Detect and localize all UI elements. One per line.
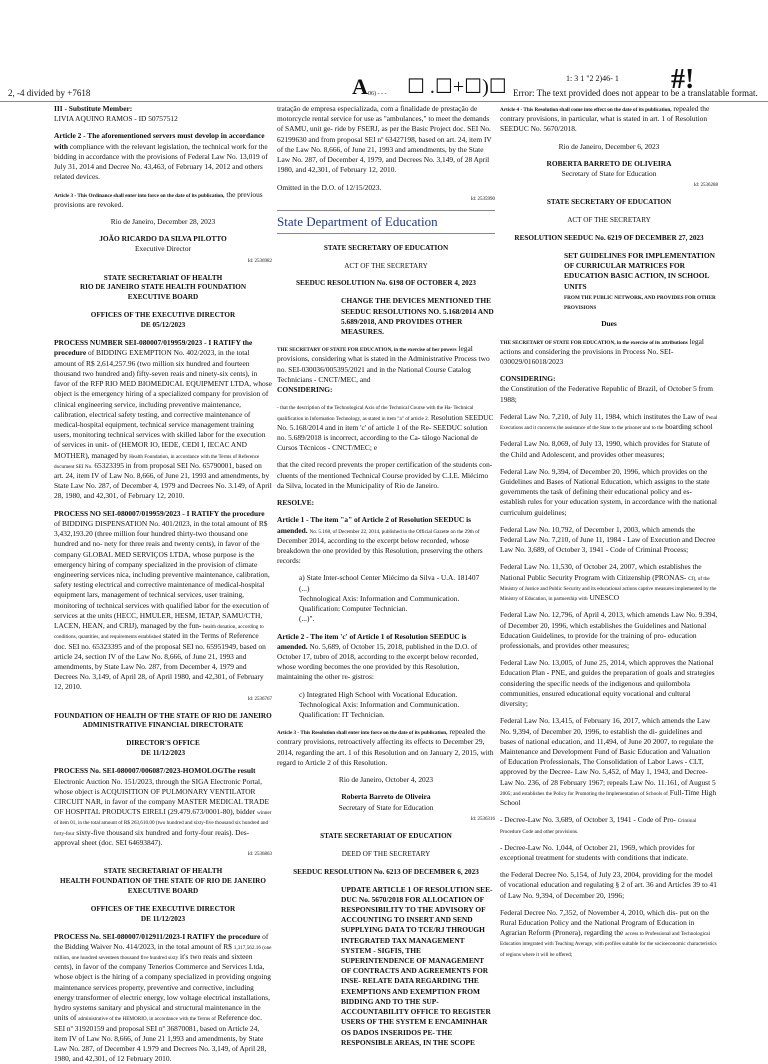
legal-intro: THE SECRETARY OF STATE FOR EDUCATION, in the exercise of its attributions [500, 339, 688, 346]
record-id: Id: 2536767 [247, 696, 272, 702]
org-heading: STATE SECRETARIAT OF HEALTH [103, 273, 223, 282]
paragraph: Federal Law No. 12,796, of April 4, 2013, which amends Law No. 9.394, of December 20, 1996, which establishes the Guidelines and National Education Guidelines, to provide for the training of pro- education professionals, and provides other measures; [500, 610, 718, 651]
paragraph: boarding school [665, 422, 713, 432]
article-body: repealed the contrary provisions, retroactively affecting its effects to December 29, 2014, regarding the art. 1 of this Resolution and on January 2, 2015, with regard to Article 2 of this Resolution. [277, 727, 494, 767]
fine-print: access to Professional and Technological Education integrated with Teaching Average, with profiles suitable for the socioeconomic characteristics of regions where it will be offered; [500, 931, 717, 958]
quote-line: (...) [299, 583, 310, 593]
quote-line: a) State Inter-school Center Miécimo da Silva - U.A. 181407 [299, 573, 480, 583]
process-body: 65323395 in from proposal SEI No. 65790001, based on art. 24, item IV of Law No. 8,666, of June 21, 1993 and amendments, by State Law No. 287, of December 4, 1979 and Decrees No. 3.149, of April 28, 1980, and 42,301, of February 12, 2010. [54, 460, 272, 501]
quote-line: c) Integrated High School with Vocational Education. [299, 689, 458, 699]
office-date: DE 11/12/2023 [140, 914, 186, 923]
record-id: Id: 2536982 [247, 258, 272, 264]
paragraph: that the cited record prevents the proper certification of the students con- cluents of the mentioned Technical Course provided by C.I.E. Miécimo da Silva, located in the Municipality of Rio de Janeiro. [277, 460, 493, 490]
process-body: of the Bidding Waiver No. 414/2023, in the total amount of R$ [54, 931, 269, 951]
article-title: Article 2 - The item 'c' of Article 1 of Resolution SEEDUC is amended. [277, 631, 467, 651]
signer-name: Roberta Barreto de Oliveira [341, 792, 431, 802]
office-date: DE 11/12/2023 [140, 749, 186, 758]
process-body: of BIDDING EXEMPTION No. 402/2023, in the total amount of R$ 2,614,257.96 (two million six hundred and fourteen thousand two hundred and) fifty-seven reais and ninety-six cents), in favor of the RFP RIO MED BIOMEDICAL EQUIPMENT LTDA, whose object is the emergency hiring of a specialized company for provision of clinical engineering service, including preventive maintenance, calibration, electrical safety testing, and corrective maintenance of medical-hospital equipment, technical service management training users, monitoring technical services with skilled labor for the execution of services in unit- of (HEMOR IO, IEDE, CEDI I, IECAC AND MOTHER), managed by [54, 348, 272, 460]
column-3 [500, 104, 718, 1022]
process-body: stated in the Terms of Reference doc. SEI no. 65323395 and of the proposal SEI no. 65951949, based on article 24, section IV of the Law No. 8,666, of June 21, 1993 and amendments, by State Law No. 287, from December 4, 1979 and Decrees No. 3,149, of April 28, of April 1980, and 42,301, of February 12, 2010. [54, 631, 266, 692]
org-heading: STATE SECRETARY OF EDUCATION [546, 198, 672, 207]
paragraph: UNESCO [589, 593, 620, 603]
article-title: Article 3 - This Resolution shall enter into force on the date of its publication, [277, 730, 448, 737]
header-right-top: 1: 3 1 "2 2)46- 1 [566, 74, 619, 83]
article-title: Article 1 - The item "a" of Article 2 of Resolution SEEDUC is amended. [277, 515, 472, 535]
paragraph: legal actions and considering the provisions in Process No. SEI- 030029/016018/2023 [500, 336, 704, 366]
header-center-small: -06) - - - [366, 91, 387, 97]
resolution-summary: CHANGE THE DEVICES MENTIONED THE SEEDUC RESOLUTIONS NO. 5.168/2014 AND 5.689/2018, AND PROVIDES OTHER MEASURES. [341, 296, 494, 337]
paragraph: Federal Law No. 7,210, of July 11, 1984, which institutes the Law of [500, 411, 704, 421]
process-title: PROCESS NO SEI-080007/019959/2023 - I RATIFY the procedure [54, 508, 265, 518]
process-title: PROCESS No. SEI-080007/006087/2023-HOMOLOGThe result [54, 766, 256, 776]
article-body: repealed the contrary provisions, in particular, what is stated in art. 1 of Resolution SEEDUC No. 5670/2018. [500, 104, 710, 134]
process-fine-print: winner of item 01, in the total amount of R$ 263,610.00 (two hundred and sixty-five thousand six hundred and forty-four [54, 810, 272, 837]
label: III - Substitute Member: [54, 104, 133, 113]
org-heading: RIO DE JANEIRO STATE HEALTH FOUNDATION [79, 283, 247, 292]
article-title: Article 3 - This Ordinance shall enter into force on the date of its publication, [54, 192, 225, 199]
resolution-summary: SET GUIDELINES FOR IMPLEMENTATION OF CURRICULAR MATRICES FOR EDUCATION BASIC ACTION, IN SCHOOL UNITS [564, 251, 715, 291]
org-heading: STATE SECRETARY OF EDUCATION [323, 243, 449, 252]
paragraph: Full-Time High School [500, 787, 717, 808]
article-body: December 2014, according to the excerpt below recorded, whose breakdown the one provided by this Resolution, preserving the others records: [277, 535, 483, 566]
process-fine-print: health donation, according to conditions, quantities, and requirements established [54, 624, 264, 641]
paragraph: Federal Law No. 8,069, of July 13, 1990, which provides for Statute of the Child and Adolescent, and provides other measures; [500, 439, 710, 459]
act-heading: ACT OF THE SECRETARY [567, 216, 651, 225]
legal-intro: THE SECRETARY OF STATE FOR EDUCATION, in the exercise of her powers [277, 347, 457, 354]
process-title: PROCESS No. SEI-080007/012911/2023-I RATIFY the procedure [54, 931, 261, 941]
org-heading: HEALTH FOUNDATION OF THE STATE OF RIO DE JANEIRO [60, 876, 266, 885]
header-center-glyph: A [352, 74, 368, 99]
process-body: Electronic Auction No. 151/2023, through the SIGA Electronic Portal, whose object is ACQUISITION OF PULMONARY VENTILATOR CIRCUIT NAR, in favor of the company MASTER MEDICAL TRADE OF HOSPITAL PRODUCTS EIRELI (29.479.673/0001-80), bidder [54, 776, 269, 817]
process-body: sixty-five thousand six hundred and forty-four reais). Des- approval sheet (doc. SEI 64693847). [54, 827, 250, 847]
org-heading: EXECUTIVE BOARD [127, 886, 199, 895]
signer-role: Secretary of State for Education [561, 169, 657, 179]
date-line: Rio de Janeiro, October 4, 2023 [338, 775, 434, 785]
date-line: Rio de Janeiro, December 6, 2023 [558, 141, 660, 151]
date-line: Rio de Janeiro, December 28, 2023 [110, 216, 216, 226]
quote-line: Technological Axis: Information and Communication. [299, 593, 460, 603]
signer-name: JOÃO RICARDO DA SILVA PILOTTO [99, 234, 227, 244]
record-id: Id: 2535990 [470, 196, 495, 202]
paragraph: Omitted in the D.O. of 12/15/2023. [277, 182, 382, 192]
quote-line: (...)". [299, 614, 315, 624]
paragraph: Federal Law No. 13,005, of June 25, 2014, which approves the National Education Plan - PNE, and guides the preparation of goals and strategies considering the specific needs of the indigenous and quilombola communities, ensured educational equity vocational and cultural diversity; [500, 658, 715, 709]
process-body: of BIDDING DISPENSATION No. 401/2023, in the total amount of R$ 3,432,193.20 (three million four hundred thirty-two thousand one hundred and no- nety for three reais and twenty cents), in favor of the company GLOBAL MED SERVIÇOS LTDA, whose purpose is the emergency hiring of company specialized in the provision of climate engineering services nica, including preventive maintenance, calibration, safety testing electrical and corrective maintenance of medical-hospital equipment lars, management of technical services, user training, monitoring of technical services with qualified labor for the execution of services at the units (HECC, HMULER, HESM, IETAP, SAMU/CTH, LACEN, HEAN, and CRIJ), managed by the fun- [54, 518, 270, 631]
resolution-summary: UPDATE ARTICLE 1 OF RESOLUTION SEE- DUC No. 5670/2018 FOR ALLOCATION OF RESPONSIBILITY TO THE ADVISORY OF ACCOUNTING TO INSERT AND SEND SUPPLYING DATA TO TCE/RJ THROUGH INTEGRATED TAX MANAGEMENT SYSTEM - SIGFIS, THE SUPERINTENDENCE OF MANAGEMENT OF CONTRACTS AND AGREEMENTS FOR INSE- RELATE DATA REGARDING THE EXEMPTIONS AND EXEMPTION FROM BIDDING AND TO THE SUP- ACCOUNTABILITY OFFICE TO REGISTER USERS OF THE SYSTEM E ENCAMINHAR OS DADOS INSERIDOS PE- THE RESPONSIBLE AREAS, IN THE SCOPE [341, 884, 493, 1047]
column-2 [277, 104, 495, 1047]
quote-line: Qualification: IT Technician. [299, 710, 385, 720]
office-heading: OFFICES OF THE EXECUTIVE DIRECTOR [90, 904, 236, 913]
org-heading: FOUNDATION OF HEALTH OF THE STATE OF RIO DE JANEIRO [54, 711, 272, 720]
fine-print: 2005; and establishes the Policy for Promoting the Implementation of Schools of [500, 790, 668, 797]
office-heading: DIRECTOR'S OFFICE [126, 739, 200, 748]
article-body: the previous provisions are revoked. [54, 189, 263, 209]
header-error-text: Error: The text provided does not appear to be a translatable format. [513, 88, 758, 98]
office-date: DE 05/12/2023 [140, 321, 186, 330]
quote-line: Technological Axis: Information and Communication. [299, 699, 460, 709]
paragraph: legal provisions, considering what is stated in the Administrative Process two no. SEI-030036/005395/2021 and in the National Course Catalog Technicians - CNCT/MEC, and [277, 344, 490, 384]
paragraph: tratação de empresa especializada, com a finalidade de prestação de motorcycle rental service for use as "ambulances," to meet the demands of SAMU, unit ge- ride by FSERJ, as per the Basic Project doc. SEI No. 62199630 and from proposal SEI nº 63427198, based on art. 24, item IV of the Law No. 8,666, of June 21, 1993 and amendments, by the State Law No. 287, of December 4, 1979, and Decrees No. 3,149, of 28 April 1980, and 42,301, of February 12, 2010. [277, 104, 492, 175]
fine-print: No. 5.168, of December 22, 2014, published in the Official Gazette on the 29th of [309, 528, 480, 535]
fine-print: - that the description of the Technological Axis of the Technical Course with the Ha- Technical qualification in Information Technology, as stated in item "a" of article 2. [277, 405, 474, 422]
article-title: Article 2 - The aforementioned servers must develop in accordance with [54, 131, 265, 151]
paragraph: Federal Law No. 9,394, of December 20, 1996, which provides on the Guidelines and Bases of National Education, which assigns to the state governments the task of defining their educational policy and es- establish rules for your education system, in accordance with the national curriculum guidelines; [500, 466, 717, 517]
record-id: Id: 2536316 [470, 816, 495, 822]
process-fine-print: 1,317,562.16 (one million, one hundred seventeen thousand five hundred sixty [54, 944, 272, 962]
resolution-heading: SEEDUC RESOLUTION No. 6213 OF DECEMBER 6, 2023 [293, 867, 479, 876]
paragraph: Federal Decree No. 7,352, of November 4, 2010, which dis- put on the Rural Education Policy and the National Program of Education in Agrarian Reform (Pronera), regarding the [500, 907, 710, 938]
signer-role: Executive Director [134, 244, 192, 254]
paragraph: Federal Law No. 11,530, of October 24, 2007, which establishes the National Public Security Program with Citizenship (PRONAS- [500, 562, 702, 582]
paragraph: - Decree-Law No. 1,044, of October 21, 1969, which provides for exceptional treatment for students with conditions that indicate. [500, 842, 695, 862]
department-banner: State Department of Education [277, 210, 495, 234]
resolution-heading: SEEDUC RESOLUTION No. 6198 OF OCTOBER 4, 2023 [296, 279, 476, 288]
process-body: Reference doc. SEI nº 31920159 and proposal SEI nº 36870081, based on Article 24, item IV of Law No. 8,666, of June 21 1,993 and amendments, by State Law No. 287, of December 4 1.979 and Decrees No. 3,149, of April 28, 1980, and 42,301, of 12 February 2010. [54, 1013, 267, 1064]
resolution-heading: RESOLUTION SEEDUC No. 6219 OF DECEMBER 27, 2023 [514, 234, 704, 243]
column-1 [54, 104, 272, 1064]
dues-label: Dues [601, 319, 617, 329]
org-heading: EXECUTIVE BOARD [127, 293, 199, 302]
quote-line: Qualification: Computer Technician. [299, 604, 408, 614]
member-name: LIVIA AQUINO RAMOS - ID 50757512 [54, 114, 178, 124]
article-body: No. 5,689, of October 15, 2018, published in the D.O. of October 17, tubro of 2018, according to the excerpt below recorded, whose wording becomes the one provided by this Resolution, maintaining the other re- gistros: [277, 641, 479, 682]
article-body: compliance with the relevant legislation, the technical work for the bidding in accordance with the provisions of Federal Law No. 13,019 of July 31, 2014 and Decree No. 43,463, of February 14, 2012 and others related devices. [54, 141, 268, 182]
page-header [0, 0, 768, 100]
paragraph: - Decree-Law No. 3,689, of October 3, 1941 - Code of Pro- [500, 815, 676, 825]
record-id: Id: 2536863 [247, 852, 272, 858]
paragraph: the Constitution of the Federative Republic of Brazil, of October 5 from 1988; [500, 384, 714, 404]
fine-print: Penal Executions and it concerns the assistance of the State to the prisoner and to the [500, 414, 718, 432]
paragraph: the Federal Decree No. 5,154, of July 23, 2004, providing for the model of vocational education and regulating § 2 of art. 36 and Articles 39 to 41 of Law No. 9,394, of December 20, 1996; [500, 870, 717, 900]
act-heading: ACT OF THE SECRETARY [344, 261, 428, 270]
office-heading: OFFICES OF THE EXECUTIVE DIRECTOR [90, 311, 236, 320]
paragraph: Federal Law No. 13,415, of February 16, 2017, which amends the Law No. 9,394, of December 20, 1996, to establish the di- guidelines and bases of national education, and 11,494, of June 20 2007, to regulate the Maintenance and Development Fund of Basic Education and Valuation of Education Professionals, The Consolidation of Labor Laws - CLT, approved by the Decree- Law No. 5,452, of May 1, 1943, and Decree-Law No. 236, of 28 February 1967; repeals Law No. 11.161, of August 5 [500, 716, 716, 787]
org-heading: STATE SECRETARIAT OF HEALTH [103, 866, 223, 875]
paragraph: Federal Law No. 10,792, of December 1, 2003, which amends the Federal Law No. 7,210, of June 11, 1984 - Law of Execution and Decree Law No. 3,689, of October 3, 1941 - Code of Criminal Process; [500, 524, 716, 555]
record-id: Id: 2536288 [693, 183, 718, 189]
considering-label: CONSIDERING: [500, 374, 556, 384]
process-body: it's two reais and sixteen cents), in favor of the company Tenerios Commerce and Services Ltda, whose object is the hiring of a company specialized in providing ongoing maintenance services property, preventive and corrective, including energy transformer of electric energy, low voltage electrical installations, hydro systems sanitary and physical and structural maintenance in the units of [54, 952, 271, 1023]
header-divider [0, 101, 768, 102]
resolve-label: RESOLVE: [277, 498, 315, 508]
resolution-summary-fine: FROM THE PUBLIC NETWORK, AND PROVIDES FOR OTHER PROVISIONS [564, 294, 716, 312]
paragraph: Resolution SEEDUC No. 5.168/2014 and in item 'c' of article 1 of the Re- SEEDUC solution no. 5.689/2018 is incorrect, according to the Ca- tálogo Nacional de Cursos Técnicos - CNCT/MEC; e [277, 412, 494, 453]
header-left-text: 2, -4 divided by +7618 [8, 88, 91, 98]
act-heading: DEED OF THE SECRETARY [341, 849, 431, 858]
signer-role: Secretary of State for Education [338, 802, 434, 812]
considering-label: CONSIDERING: [277, 385, 333, 395]
process-fine-print: Health Foundation, in accordance with the Terms of Reference document SEI No. [54, 453, 260, 470]
org-heading: ADMINISTRATIVE FINANCIAL DIRECTORATE [82, 721, 244, 730]
fine-print: Criminal Procedure Code and other provisions. [500, 818, 697, 835]
article-title: Article 4 - This Resolution shall come into effect on the date of its publication, [500, 107, 672, 113]
signer-name: ROBERTA BARRETO DE OLIVEIRA [546, 158, 672, 168]
org-heading: STATE SECRETARIAT OF EDUCATION [320, 831, 452, 840]
process-title: PROCESS NUMBER SEI-080007/019959/2023 - I RATIFY the procedure [54, 338, 253, 358]
gazette-logo: #! [671, 64, 695, 95]
fine-print: CI), of the Ministry of Justice and Public Security and its educational actions captive measures implemented by the Ministry of Education, in partnership with [500, 575, 717, 603]
process-fine-print: administrative of the HEMORIO, in accordance with the Terms of [78, 1016, 216, 1023]
header-center-title: ☐ .☐+☐)☐ [407, 76, 507, 98]
